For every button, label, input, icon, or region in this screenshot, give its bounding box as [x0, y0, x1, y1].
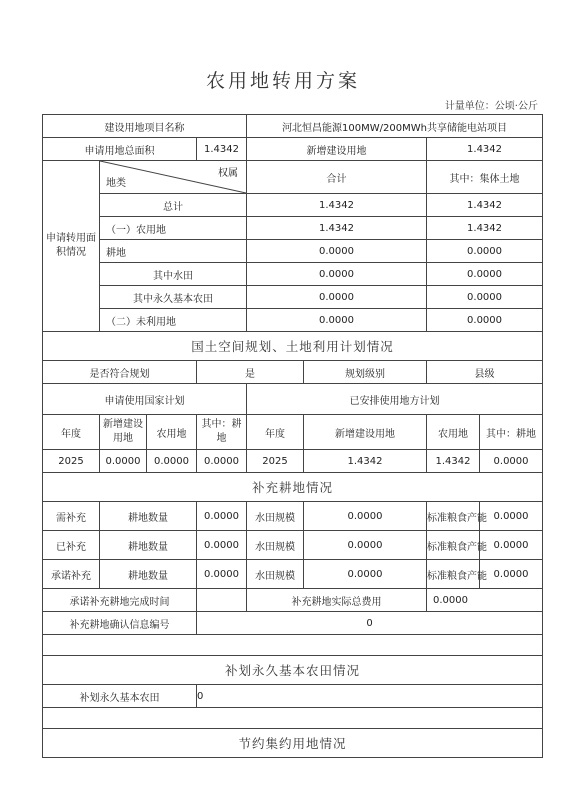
paddy-scale-label: 水田规模	[247, 531, 304, 560]
land-type-label: 其中永久基本农田	[100, 286, 247, 309]
plan-header-cell: 年度	[247, 415, 304, 450]
farmland-count-value: 0.0000	[197, 560, 247, 589]
paddy-scale-value: 0.0000	[304, 531, 427, 560]
project-name-label: 建设用地项目名称	[43, 115, 247, 138]
land-collective-value: 0.0000	[427, 309, 543, 332]
grain-capacity-value: 0.0000	[480, 531, 543, 560]
plan-value-cell: 1.4342	[427, 450, 480, 473]
land-collective-value: 1.4342	[427, 194, 543, 217]
land-total-value: 0.0000	[247, 240, 427, 263]
plan-value-cell: 1.4342	[304, 450, 427, 473]
land-collective-value: 1.4342	[427, 217, 543, 240]
land-collective-value: 0.0000	[427, 240, 543, 263]
planning-compliance-label: 是否符合规划	[43, 361, 197, 384]
supplement-row-label: 已补充	[43, 531, 100, 560]
land-total-value: 0.0000	[247, 309, 427, 332]
plan-header-cell: 其中：耕地	[197, 415, 247, 450]
land-type-label: 耕地	[100, 240, 247, 263]
total-area-label: 申请用地总面积	[43, 138, 197, 161]
col-total-header: 合计	[247, 161, 427, 194]
project-name-value: 河北恒昌能源100MW/200MWh共享储能电站项目	[247, 115, 543, 138]
unit-note: 计量单位：公顷·公斤	[444, 101, 538, 112]
plan-header-cell: 新增建设用地	[304, 415, 427, 450]
land-total-value: 1.4342	[247, 217, 427, 240]
grain-capacity-label: 标准粮食产能	[427, 531, 480, 560]
supplement-section-title: 补充耕地情况	[43, 473, 543, 502]
diagonal-header-cell	[100, 161, 247, 194]
new-construction-label: 新增建设用地	[247, 138, 427, 161]
paddy-scale-label: 水田规模	[247, 560, 304, 589]
land-collective-value: 0.0000	[427, 286, 543, 309]
paddy-scale-value: 0.0000	[304, 502, 427, 531]
corner-top-label: 权属	[218, 168, 238, 179]
land-type-label: （二）未利用地	[100, 309, 247, 332]
national-plan-header: 申请使用国家计划	[43, 384, 247, 415]
grain-capacity-value: 0.0000	[480, 502, 543, 531]
plan-value-cell: 0.0000	[147, 450, 197, 473]
land-type-label: 其中水田	[100, 263, 247, 286]
actual-cost-value: 0.0000	[427, 589, 543, 612]
land-type-label: （一）农用地	[100, 217, 247, 240]
commit-time-label: 承诺补充耕地完成时间	[43, 589, 197, 612]
planning-level-label: 规划级别	[304, 361, 427, 384]
basic-farmland-section-title: 补划永久基本农田情况	[43, 656, 543, 685]
conversion-row-header: 申请转用面积情况	[43, 161, 100, 332]
supplement-row-label: 需补充	[43, 502, 100, 531]
land-total-value: 0.0000	[247, 263, 427, 286]
grain-capacity-value: 0.0000	[480, 560, 543, 589]
plan-header-cell: 农用地	[427, 415, 480, 450]
total-area-value: 1.4342	[197, 138, 247, 161]
paddy-scale-value: 0.0000	[304, 560, 427, 589]
land-total-value: 0.0000	[247, 286, 427, 309]
grain-capacity-label: 标准粮食产能	[427, 560, 480, 589]
farmland-count-label: 耕地数量	[100, 502, 197, 531]
blank-row	[43, 708, 543, 729]
conversion-form	[42, 114, 543, 758]
new-construction-value: 1.4342	[427, 138, 543, 161]
col-collective-header: 其中：集体土地	[427, 161, 543, 194]
confirm-number-label: 补充耕地确认信息编号	[43, 612, 197, 635]
plan-header-cell: 其中：耕地	[480, 415, 543, 450]
plan-header-cell: 年度	[43, 415, 100, 450]
supplement-row-label: 承诺补充	[43, 560, 100, 589]
plan-value-cell: 0.0000	[197, 450, 247, 473]
plan-header-cell: 新增建设用地	[100, 415, 147, 450]
planning-section-title: 国土空间规划、土地利用计划情况	[43, 332, 543, 361]
plan-value-cell: 0.0000	[480, 450, 543, 473]
land-total-value: 1.4342	[247, 194, 427, 217]
commit-time-value	[197, 589, 247, 612]
basic-farmland-value: 0	[197, 685, 543, 708]
paddy-scale-label: 水田规模	[247, 502, 304, 531]
farmland-count-label: 耕地数量	[100, 531, 197, 560]
blank-row	[43, 635, 543, 656]
plan-value-cell: 2025	[43, 450, 100, 473]
plan-header-cell: 农用地	[147, 415, 197, 450]
farmland-count-label: 耕地数量	[100, 560, 197, 589]
corner-bottom-label: 地类	[106, 178, 126, 189]
plan-value-cell: 2025	[247, 450, 304, 473]
page-title: 农用地转用方案	[205, 70, 360, 92]
planning-compliance-value: 是	[197, 361, 304, 384]
farmland-count-value: 0.0000	[197, 531, 247, 560]
planning-level-value: 县级	[427, 361, 543, 384]
grain-capacity-label: 标准粮食产能	[427, 502, 480, 531]
local-plan-header: 已安排使用地方计划	[247, 384, 543, 415]
plan-value-cell: 0.0000	[100, 450, 147, 473]
actual-cost-label: 补充耕地实际总费用	[247, 589, 427, 612]
basic-farmland-label: 补划永久基本农田	[43, 685, 197, 708]
land-collective-value: 0.0000	[427, 263, 543, 286]
confirm-number-value: 0	[197, 612, 543, 635]
intensive-section-title: 节约集约用地情况	[43, 729, 543, 758]
land-type-label: 总计	[100, 194, 247, 217]
farmland-count-value: 0.0000	[197, 502, 247, 531]
